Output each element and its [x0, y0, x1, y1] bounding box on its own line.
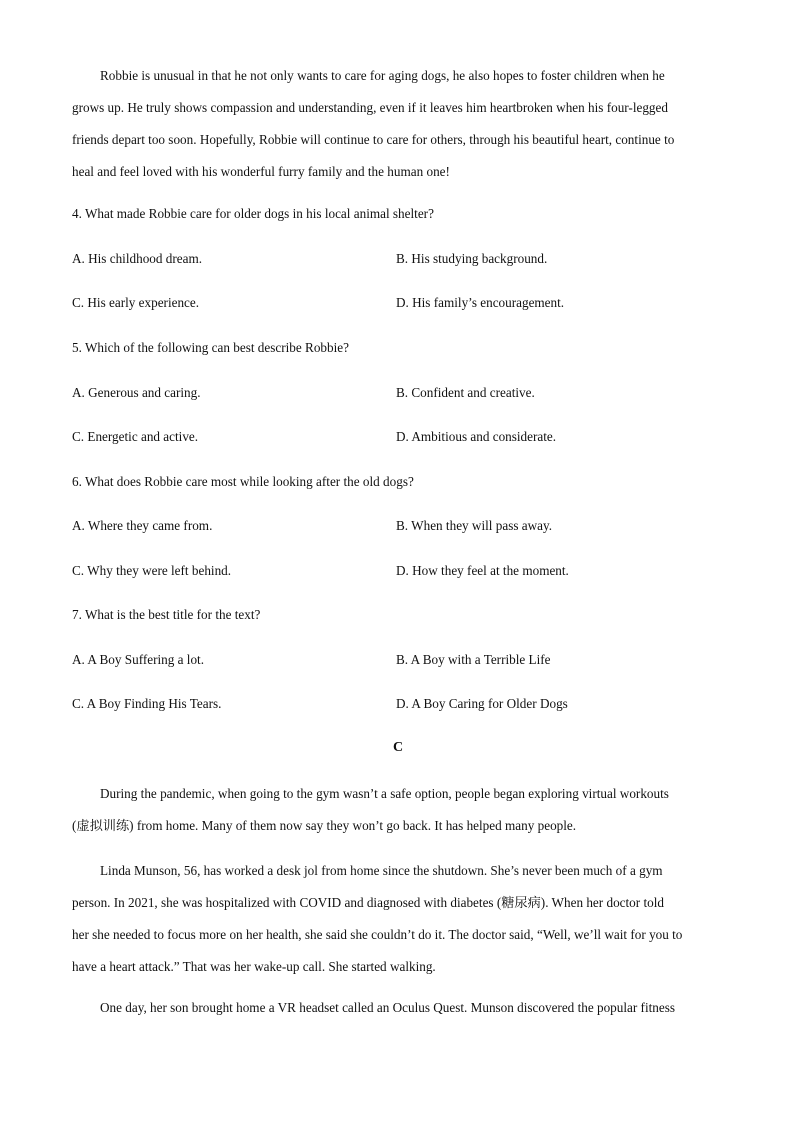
question-7-stem: 7. What is the best title for the text?	[72, 607, 261, 622]
paragraph-line: During the pandemic, when going to the gym wasn’t a safe option, people began exploring virtual workouts	[100, 786, 669, 801]
question-4-option-b: B. His studying background.	[396, 251, 548, 266]
intro-paragraph	[72, 60, 724, 188]
question-7-option-d: D. A Boy Caring for Older Dogs	[396, 696, 568, 711]
question-6-option-a: A. Where they came from.	[72, 518, 213, 533]
intro-line: Robbie is unusual in that he not only wants to care for aging dogs, he also hopes to foster children when he	[100, 68, 665, 83]
section-c-paragraph-1	[72, 778, 724, 842]
question-7-option-b: B. A Boy with a Terrible Life	[396, 652, 551, 667]
question-6-option-d: D. How they feel at the moment.	[396, 563, 569, 578]
section-heading: C	[392, 740, 404, 755]
paragraph-line: Linda Munson, 56, has worked a desk jol from home since the shutdown. She’s never been much of a gym	[100, 863, 663, 878]
intro-line: grows up. He truly shows compassion and understanding, even if it leaves him heartbroken when his four-legged	[72, 100, 668, 115]
question-5-stem: 5. Which of the following can best describe Robbie?	[72, 340, 349, 355]
question-4-option-a: A. His childhood dream.	[72, 251, 203, 266]
paragraph-line: person. In 2021, she was hospitalized with COVID and diagnosed with diabetes (糖尿病). When her doctor told	[72, 895, 664, 910]
question-4-option-d: D. His family’s encouragement.	[396, 295, 565, 310]
intro-line: heal and feel loved with his wonderful furry family and the human one!	[72, 164, 450, 179]
question-4-option-c: C. His early experience.	[72, 295, 200, 310]
question-6-option-b: B. When they will pass away.	[396, 518, 553, 533]
question-7-option-c: C. A Boy Finding His Tears.	[72, 696, 222, 711]
paragraph-line: have a heart attack.” That was her wake-up call. She started walking.	[72, 959, 436, 974]
question-5-option-c: C. Energetic and active.	[72, 429, 199, 444]
question-5-option-b: B. Confident and creative.	[396, 385, 535, 400]
section-c-paragraph-3	[72, 992, 724, 1024]
question-5-option-a: A. Generous and caring.	[72, 385, 201, 400]
question-5-option-d: D. Ambitious and considerate.	[396, 429, 557, 444]
question-7-option-a: A. A Boy Suffering a lot.	[72, 652, 204, 667]
paragraph-line: her she needed to focus more on her health, she said she couldn’t do it. The doctor said, “Well, we’ll wait for you to	[72, 927, 683, 942]
section-c-paragraph-2	[72, 855, 724, 983]
paragraph-line: (虚拟训练) from home. Many of them now say they won’t go back. It has helped many people.	[72, 818, 577, 833]
intro-line: friends depart too soon. Hopefully, Robbie will continue to care for others, through his beautiful heart, continue to	[72, 132, 675, 147]
question-6-option-c: C. Why they were left behind.	[72, 563, 232, 578]
paragraph-line: One day, her son brought home a VR headset called an Oculus Quest. Munson discovered the popular fitness	[100, 1000, 675, 1015]
question-4-stem: 4. What made Robbie care for older dogs in his local animal shelter?	[72, 206, 434, 221]
question-6-stem: 6. What does Robbie care most while looking after the old dogs?	[72, 474, 414, 489]
